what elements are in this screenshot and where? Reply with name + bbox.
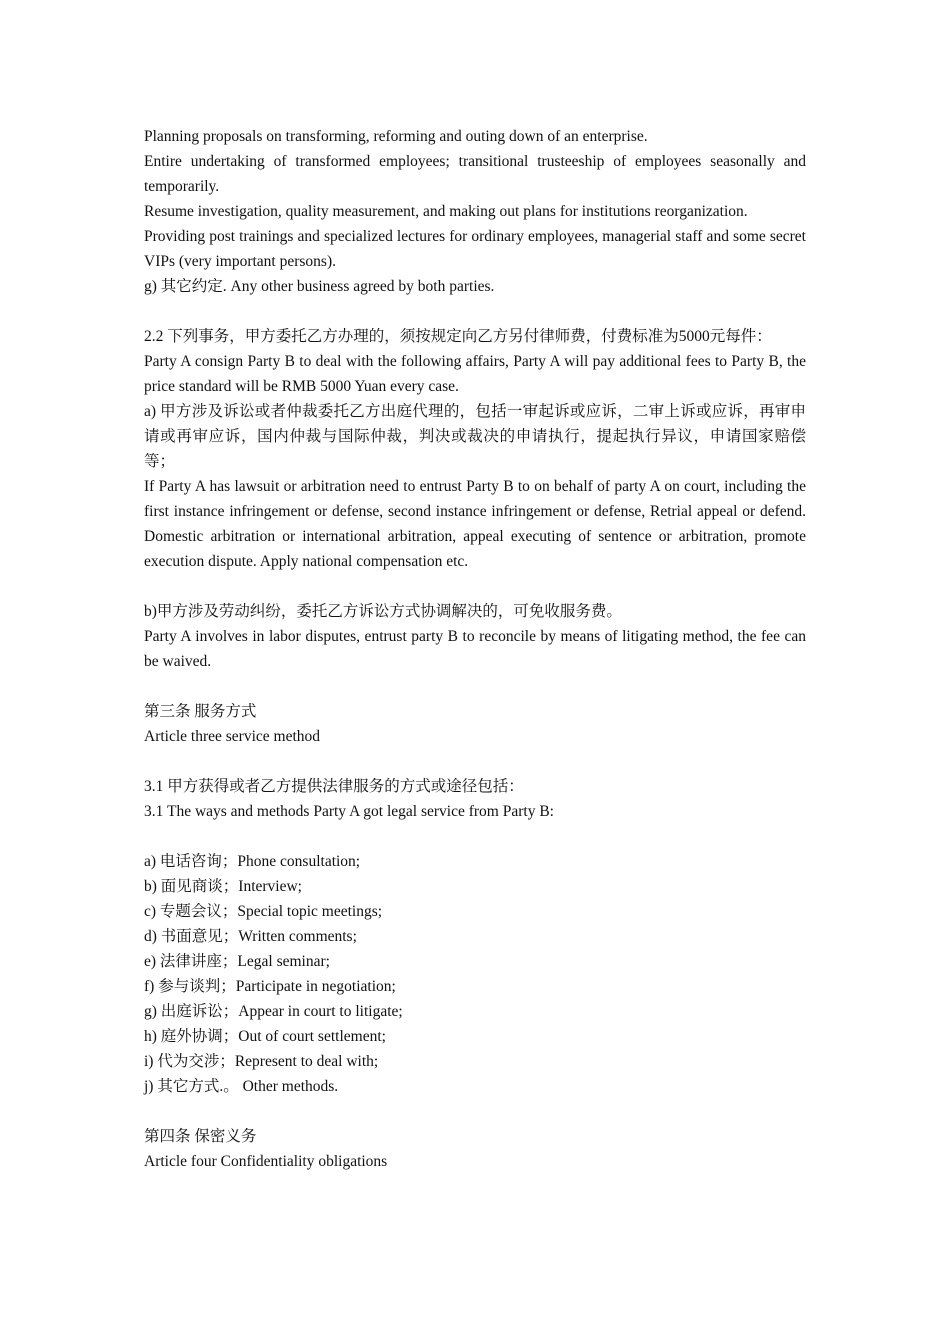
clause-3-1-cn: 3.1 甲方获得或者乙方提供法律服务的方式或途径包括： xyxy=(144,778,524,795)
list-item: g) 出庭诉讼；Appear in court to litigate; xyxy=(144,1003,403,1020)
clause-3-1-en: 3.1 The ways and methods Party A got legal service from Party B: xyxy=(144,803,554,820)
spacer xyxy=(144,824,806,849)
paragraph-planning-proposals: Planning proposals on transforming, reforming and outing down of an enterprise. xyxy=(144,128,648,145)
document-page xyxy=(144,124,806,1174)
spacer xyxy=(144,674,806,699)
list-item: c) 专题会议；Special topic meetings; xyxy=(144,903,383,920)
clause-2-2-a-cn: a) 甲方涉及诉讼或者仲裁委托乙方出庭代理的，包括一审起诉或应诉，二审上诉或应诉，再审申请或再审应诉，国内仲裁与国际仲裁，判决或裁决的申请执行，提起执行异议，申请国家赔偿等； xyxy=(144,403,806,470)
clause-2-2-en: Party A consign Party B to deal with the following affairs, Party A will pay additional fees to Party B, the price standard will be RMB 5000 Yuan every case. xyxy=(144,353,806,395)
list-item: i) 代为交涉；Represent to deal with; xyxy=(144,1053,379,1070)
clause-2-2-b-cn: b)甲方涉及劳动纠纷，委托乙方诉讼方式协调解决的，可免收服务费。 xyxy=(144,603,622,620)
clause-2-2-b-en: Party A involves in labor disputes, entrust party B to reconcile by means of litigating method, the fee can be waived. xyxy=(144,628,806,670)
article-3-title-en: Article three service method xyxy=(144,728,321,745)
list-item: f) 参与谈判；Participate in negotiation; xyxy=(144,978,396,995)
list-item: a) 电话咨询；Phone consultation; xyxy=(144,853,361,870)
paragraph-resume-investigation: Resume investigation, quality measurement, and making out plans for institutions reorganization. xyxy=(144,203,748,220)
list-item: e) 法律讲座；Legal seminar; xyxy=(144,953,330,970)
clause-2-2-cn: 2.2 下列事务，甲方委托乙方办理的，须按规定向乙方另付律师费，付费标准为5000元每件： xyxy=(144,328,772,345)
article-4-title-cn: 第四条 保密义务 xyxy=(144,1128,257,1145)
list-item: h) 庭外协调；Out of court settlement; xyxy=(144,1028,386,1045)
clause-2-2-a-en: If Party A has lawsuit or arbitration need to entrust Party B to on behalf of party A on court, including the first instance infringement or defense, second instance infringement or defense, Retrial appeal or defend. Domestic arbitration or international arbitration, appeal executing of sentence or arbitration, promote execution dispute. Apply national compensation etc. xyxy=(144,478,806,570)
list-item: b) 面见商谈；Interview; xyxy=(144,878,302,895)
list-item: d) 书面意见；Written comments; xyxy=(144,928,357,945)
paragraph-employee-undertaking: Entire undertaking of transformed employees; transitional trusteeship of employees seasonally and temporarily. xyxy=(144,153,806,195)
spacer xyxy=(144,1099,806,1124)
article-3-title-cn: 第三条 服务方式 xyxy=(144,703,257,720)
service-method-list xyxy=(144,849,806,1099)
paragraph-post-trainings: Providing post trainings and specialized lectures for ordinary employees, managerial staff and some secret VIPs (very important persons). xyxy=(144,228,806,270)
paragraph-other-business: g) 其它约定. Any other business agreed by both parties. xyxy=(144,278,495,295)
list-item: j) 其它方式.。 Other methods. xyxy=(144,1078,339,1095)
article-4-title-en: Article four Confidentiality obligations xyxy=(144,1153,388,1170)
spacer xyxy=(144,574,806,599)
spacer xyxy=(144,299,806,324)
spacer xyxy=(144,749,806,774)
